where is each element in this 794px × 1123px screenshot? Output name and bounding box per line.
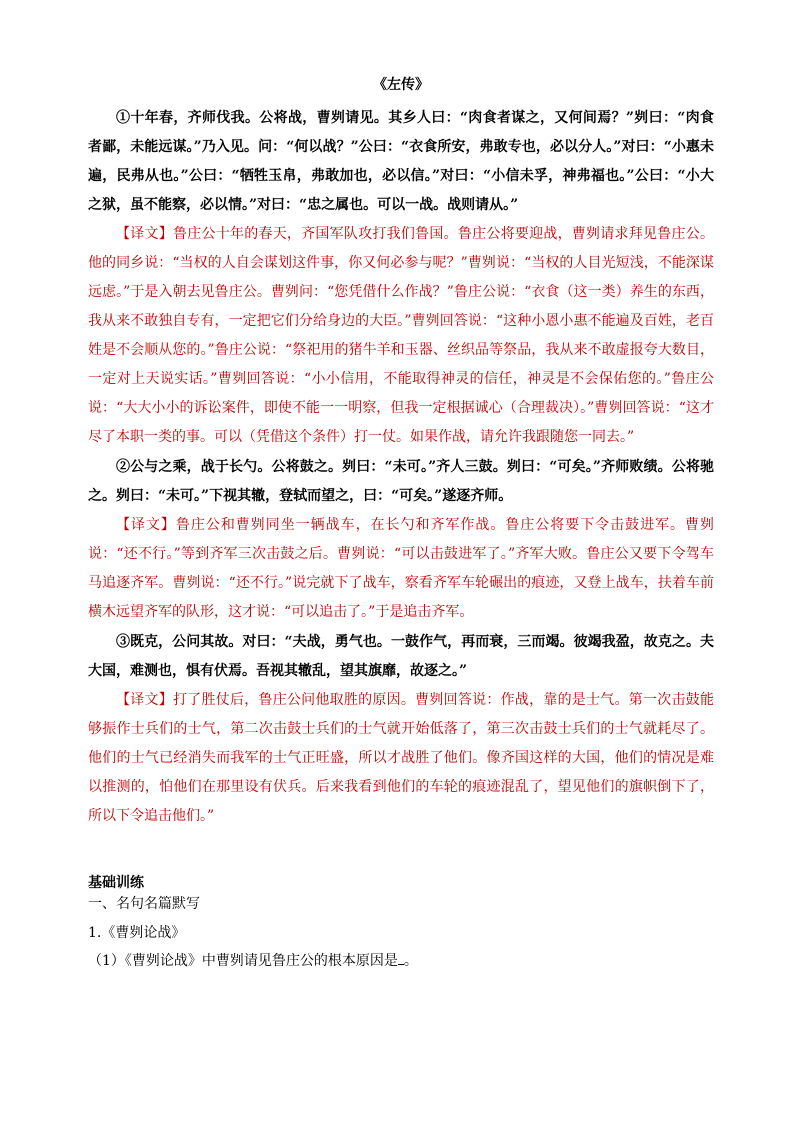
translation-paragraph-1 <box>88 220 714 452</box>
original-paragraph-3: ③既克，公问其故。对曰：“夫战，勇气也。一鼓作气，再而衰，三而竭。彼竭我盈，故克之。夫大国，难测也，惧有伏焉。吾视其辙乱，望其旗靡，故逐之。” <box>88 634 714 679</box>
original-paragraph-1: ①十年春，齐师伐我。公将战，曹刿请见。其乡人曰：“肉食者谋之，又何间焉？”刿曰：“肉食者鄙，未能远谋。”乃入见。问：“何以战？”公曰：“衣食所安，弗敢专也，必以分人。”对曰：“小惠未遍，民弗从也。”公曰：“牺牲玉帛，弗敢加也，必以信。”对曰：“小信未孚，神弗福也。”公曰：“小大之狱，虽不能察，必以情。”对曰：“忠之属也。可以一战。战则请从。” <box>88 110 714 213</box>
translation-tag: 【译文】 <box>116 692 173 708</box>
original-paragraph-2: ②公与之乘，战于长勺。公将鼓之。刿曰：“未可。”齐人三鼓。刿曰：“可矣。”齐师败绩。公将驰之。刿曰：“未可。”下视其辙，登轼而望之，曰：“可矣。”遂逐齐师。 <box>88 459 714 504</box>
document-title: 《左传》 <box>373 77 429 93</box>
translation-text: 打了胜仗后，鲁庄公问他取胜的原因。曹刿回答说：作战，靠的是士气。第一次击鼓能够振作士兵们的士气，第二次击鼓士兵们的士气就开始低落了，第三次击鼓士兵们的士气就耗尽了。他们的士气已经消失而我军的士气正旺盛，所以才战胜了他们。像齐国这样的大国，他们的情况是难以推测的，怕他们在那里设有伏兵。后来我看到他们的车轮的痕迹混乱了，望见他们的旗帜倒下了，所以下令追击他们。” <box>88 692 715 824</box>
exercise-item-label: 1.《曹刿论战》 <box>88 925 186 941</box>
translation-tag: 【译文】 <box>116 226 173 242</box>
translation-paragraph-2 <box>88 511 714 627</box>
translation-text: 鲁庄公和曹刿同坐一辆战车，在长勺和齐军作战。鲁庄公将要下令击鼓进军。曹刿说：“还不行。”等到齐军三次击鼓之后。曹刿说：“可以击鼓进军了。”齐军大败。鲁庄公又要下令驾车马追逐齐军。曹刿说：“还不行。”说完就下了战车，察看齐军车轮碾出的痕迹，又登上战车，扶着车前横木远望齐军的队形，这才说：“可以追击了。”于是追击齐军。 <box>88 517 715 620</box>
exercise-subheading: 一、名句名篇默写 <box>88 896 200 912</box>
exercise-heading: 基础训练 <box>88 875 144 891</box>
question-end: 。 <box>403 953 418 969</box>
translation-text: 鲁庄公十年的春天，齐国军队攻打我们鲁国。鲁庄公将要迎战，曹刿请求拜见鲁庄公。他的同乡说：“当权的人自会谋划这件事，你又何必参与呢？”曹刿说：“当权的人目光短浅，不能深谋远虑。”于是入朝去见鲁庄公。曹刿问：“您凭借什么作战？”鲁庄公说：“衣食（这一类）养生的东西，我从来不敢独自专有，一定把它们分给身边的大臣。”曹刿回答说：“这种小恩小惠不能遍及百姓，老百姓是不会顺从您的。”鲁庄公说：“祭祀用的猪牛羊和玉器、丝织品等祭品，我从来不敢虚报夸大数目，一定对上天说实话。”曹刿回答说：“小小信用，不能取得神灵的信任，神灵是不会保佑您的。”鲁庄公说：“大大小小的诉讼案件，即使不能一一明察，但我一定根据诚心（合理裁决）。”曹刿回答说：“这才尽了本职一类的事。可以（凭借这个条件）打一仗。如果作战，请允许我跟随您一同去。” <box>88 226 715 445</box>
exercise-question <box>88 947 714 975</box>
translation-tag: 【译文】 <box>116 517 176 533</box>
exercise-section <box>88 873 714 975</box>
translation-paragraph-3 <box>88 686 714 831</box>
question-text: （1）《曹刿论战》中曹刿请见鲁庄公的根本原因是 <box>88 953 398 969</box>
document-page <box>88 70 714 975</box>
